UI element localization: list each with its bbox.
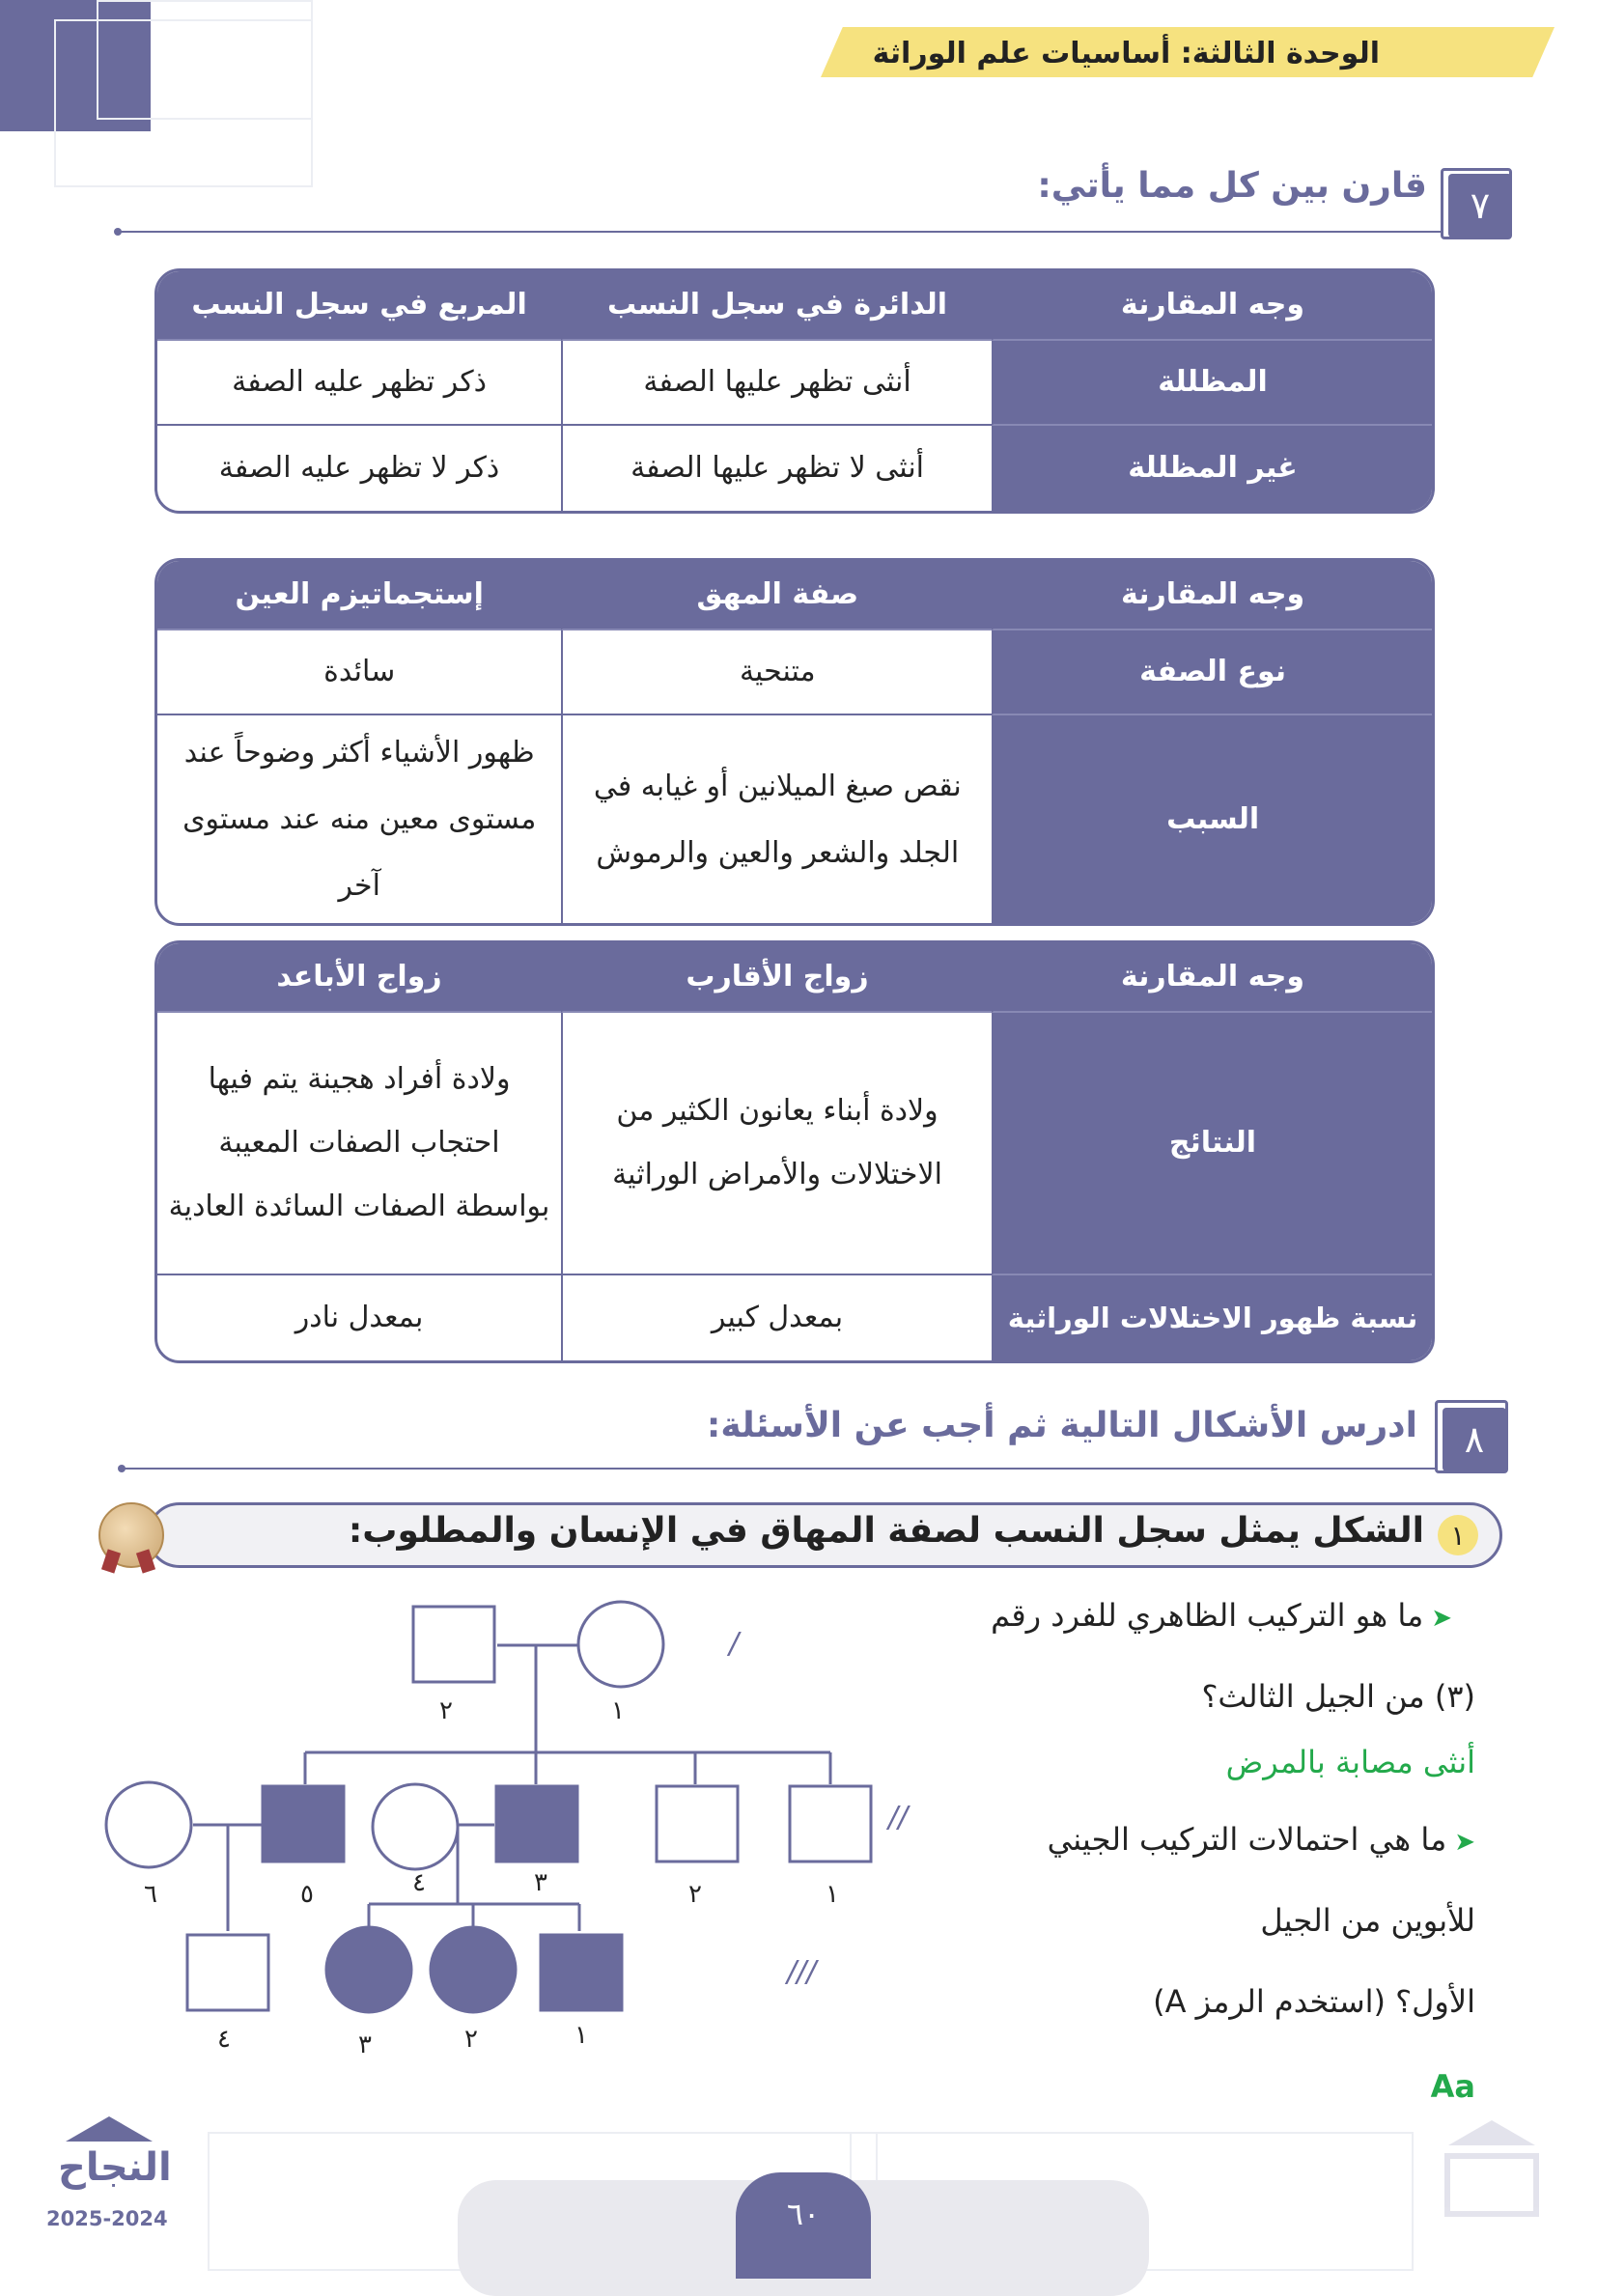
pedigree-male-affected	[541, 1935, 622, 2010]
table-cell: ذكر تظهر عليه الصفة	[157, 341, 561, 426]
table-cell: ظهور الأشياء أكثر وضوحاً عند مستوى معين منه عند مستوى آخر	[182, 736, 537, 903]
pedigree-chart	[87, 1583, 956, 2066]
deco-frame	[97, 0, 313, 120]
question-line	[1048, 1821, 1475, 1858]
logo-watermark	[1429, 2120, 1555, 2226]
pedigree-male	[657, 1786, 738, 1862]
pedigree-male	[413, 1607, 494, 1682]
row-key: نسبة ظهور الاختلالات الوراثية	[992, 1275, 1432, 1360]
question-line	[991, 1597, 1452, 1634]
table-cell: أنثى لا تظهر عليها الصفة	[561, 426, 992, 511]
individual-label: ٢	[688, 1880, 702, 1909]
individual-label: ٢	[439, 1696, 453, 1725]
pedigree-female	[106, 1782, 191, 1867]
question-line: (٣) من الجيل الثالث؟	[1201, 1678, 1475, 1715]
table-header: وجه المقارنة	[992, 561, 1432, 630]
question-number: ٧	[1448, 174, 1512, 238]
logo-roof-icon	[66, 2116, 153, 2142]
table-header: وجه المقارنة	[992, 943, 1432, 1013]
generation-marker: /	[729, 1627, 740, 1661]
table-header: وجه المقارنة	[992, 271, 1432, 341]
individual-label: ٤	[217, 2025, 231, 2054]
individual-label: ١	[574, 2021, 588, 2050]
row-key: نوع الصفة	[992, 630, 1432, 715]
table-cell: بمعدل كبير	[561, 1275, 992, 1360]
sub-question-bar	[147, 1502, 1502, 1568]
table-cell: متنحية	[561, 630, 992, 715]
individual-label: ١	[611, 1696, 625, 1725]
table-cell: سائدة	[157, 630, 561, 715]
comparison-table-1	[154, 268, 1435, 514]
sub-question-title: الشكل يمثل سجل النسب لصفة المهاق في الإنسان والمطلوب:	[348, 1511, 1424, 1551]
pedigree-female-affected	[326, 1927, 411, 2012]
comparison-table-3	[154, 940, 1435, 1363]
pedigree-male	[790, 1786, 871, 1862]
table-cell: أنثى تظهر عليها الصفة	[561, 341, 992, 426]
question-line: الأول؟ (استخدم الرمز A)	[1153, 1983, 1475, 2020]
row-key: المظللة	[992, 341, 1432, 426]
arrow-icon: ➤	[1431, 1604, 1452, 1633]
table-cell: ولادة أبناء يعانون الكثير من الاختلالات والأمراض الوراثية	[561, 1013, 992, 1275]
table-header: زواج الأقارب	[561, 943, 992, 1013]
table-cell: ولادة أفراد هجينة يتم فيها احتجاب الصفات المعيبة بواسطة الصفات السائدة العادية	[157, 1013, 561, 1275]
table-header: الدائرة في سجل النسب	[561, 271, 992, 341]
arrow-icon: ➤	[1454, 1828, 1475, 1857]
title-underline	[124, 1468, 1437, 1470]
table-cell: نقص صبغ الميلانين أو غيابه في الجلد والشعر والعين والرموش	[561, 715, 992, 923]
pedigree-male-affected	[263, 1786, 344, 1862]
pedigree-female	[373, 1784, 458, 1869]
row-key: السبب	[992, 715, 1432, 923]
pedigree-male	[187, 1935, 268, 2010]
individual-label: ٣	[534, 1868, 547, 1897]
question-text: ما هي احتمالات التركيب الجيني	[1047, 1821, 1447, 1858]
row-key: غير المظللة	[992, 426, 1432, 511]
logo-mark-icon	[1444, 2153, 1539, 2217]
individual-label: ٣	[358, 2030, 372, 2059]
logo	[39, 2116, 183, 2232]
question-number: ٨	[1443, 1408, 1506, 1471]
table-header: زواج الأباعد	[157, 943, 561, 1013]
comparison-table-2	[154, 558, 1435, 926]
table-cell: بمعدل نادر	[294, 1301, 424, 1334]
page-number: ٦٠	[736, 2172, 871, 2279]
individual-label: ١	[826, 1880, 839, 1909]
answer-text: Aa	[1430, 2068, 1475, 2105]
question-title: ادرس الأشكال التالية ثم أجب عن الأسئلة:	[706, 1406, 1417, 1445]
question-title: قارن بين كل مما يأتي:	[1037, 166, 1427, 206]
generation-marker: ///	[787, 1955, 817, 1989]
question-text: ما هو التركيب الظاهري للفرد رقم	[991, 1597, 1424, 1634]
sub-question-number: ١	[1438, 1515, 1478, 1555]
individual-label: ٦	[144, 1880, 157, 1909]
logo-word: النجاح	[58, 2145, 172, 2190]
pedigree-female	[578, 1602, 663, 1687]
table-cell: ذكر لا تظهر عليه الصفة	[218, 451, 500, 485]
pedigree-male-affected	[496, 1786, 577, 1862]
row-key: النتائج	[992, 1013, 1432, 1275]
question-line: للأبوين من الجيل	[1260, 1902, 1475, 1939]
underline-dot	[114, 228, 122, 236]
table-header: صفة المهق	[561, 561, 992, 630]
logo-roof-icon	[1448, 2120, 1535, 2145]
answer-text: أنثى مصابة بالمرض	[1225, 1744, 1475, 1780]
logo-year: 2025-2024	[46, 2207, 168, 2230]
title-underline	[120, 231, 1443, 233]
unit-title: الوحدة الثالثة: أساسيات علم الوراثة	[872, 37, 1380, 70]
pedigree-female-affected	[431, 1927, 516, 2012]
generation-marker: //	[888, 1801, 909, 1834]
underline-dot	[118, 1465, 126, 1472]
individual-label: ٢	[464, 2025, 478, 2054]
individual-label: ٥	[300, 1880, 314, 1909]
table-header: المربع في سجل النسب	[157, 271, 561, 341]
table-header: إستجماتيزم العين	[157, 561, 561, 630]
individual-label: ٤	[412, 1868, 426, 1897]
